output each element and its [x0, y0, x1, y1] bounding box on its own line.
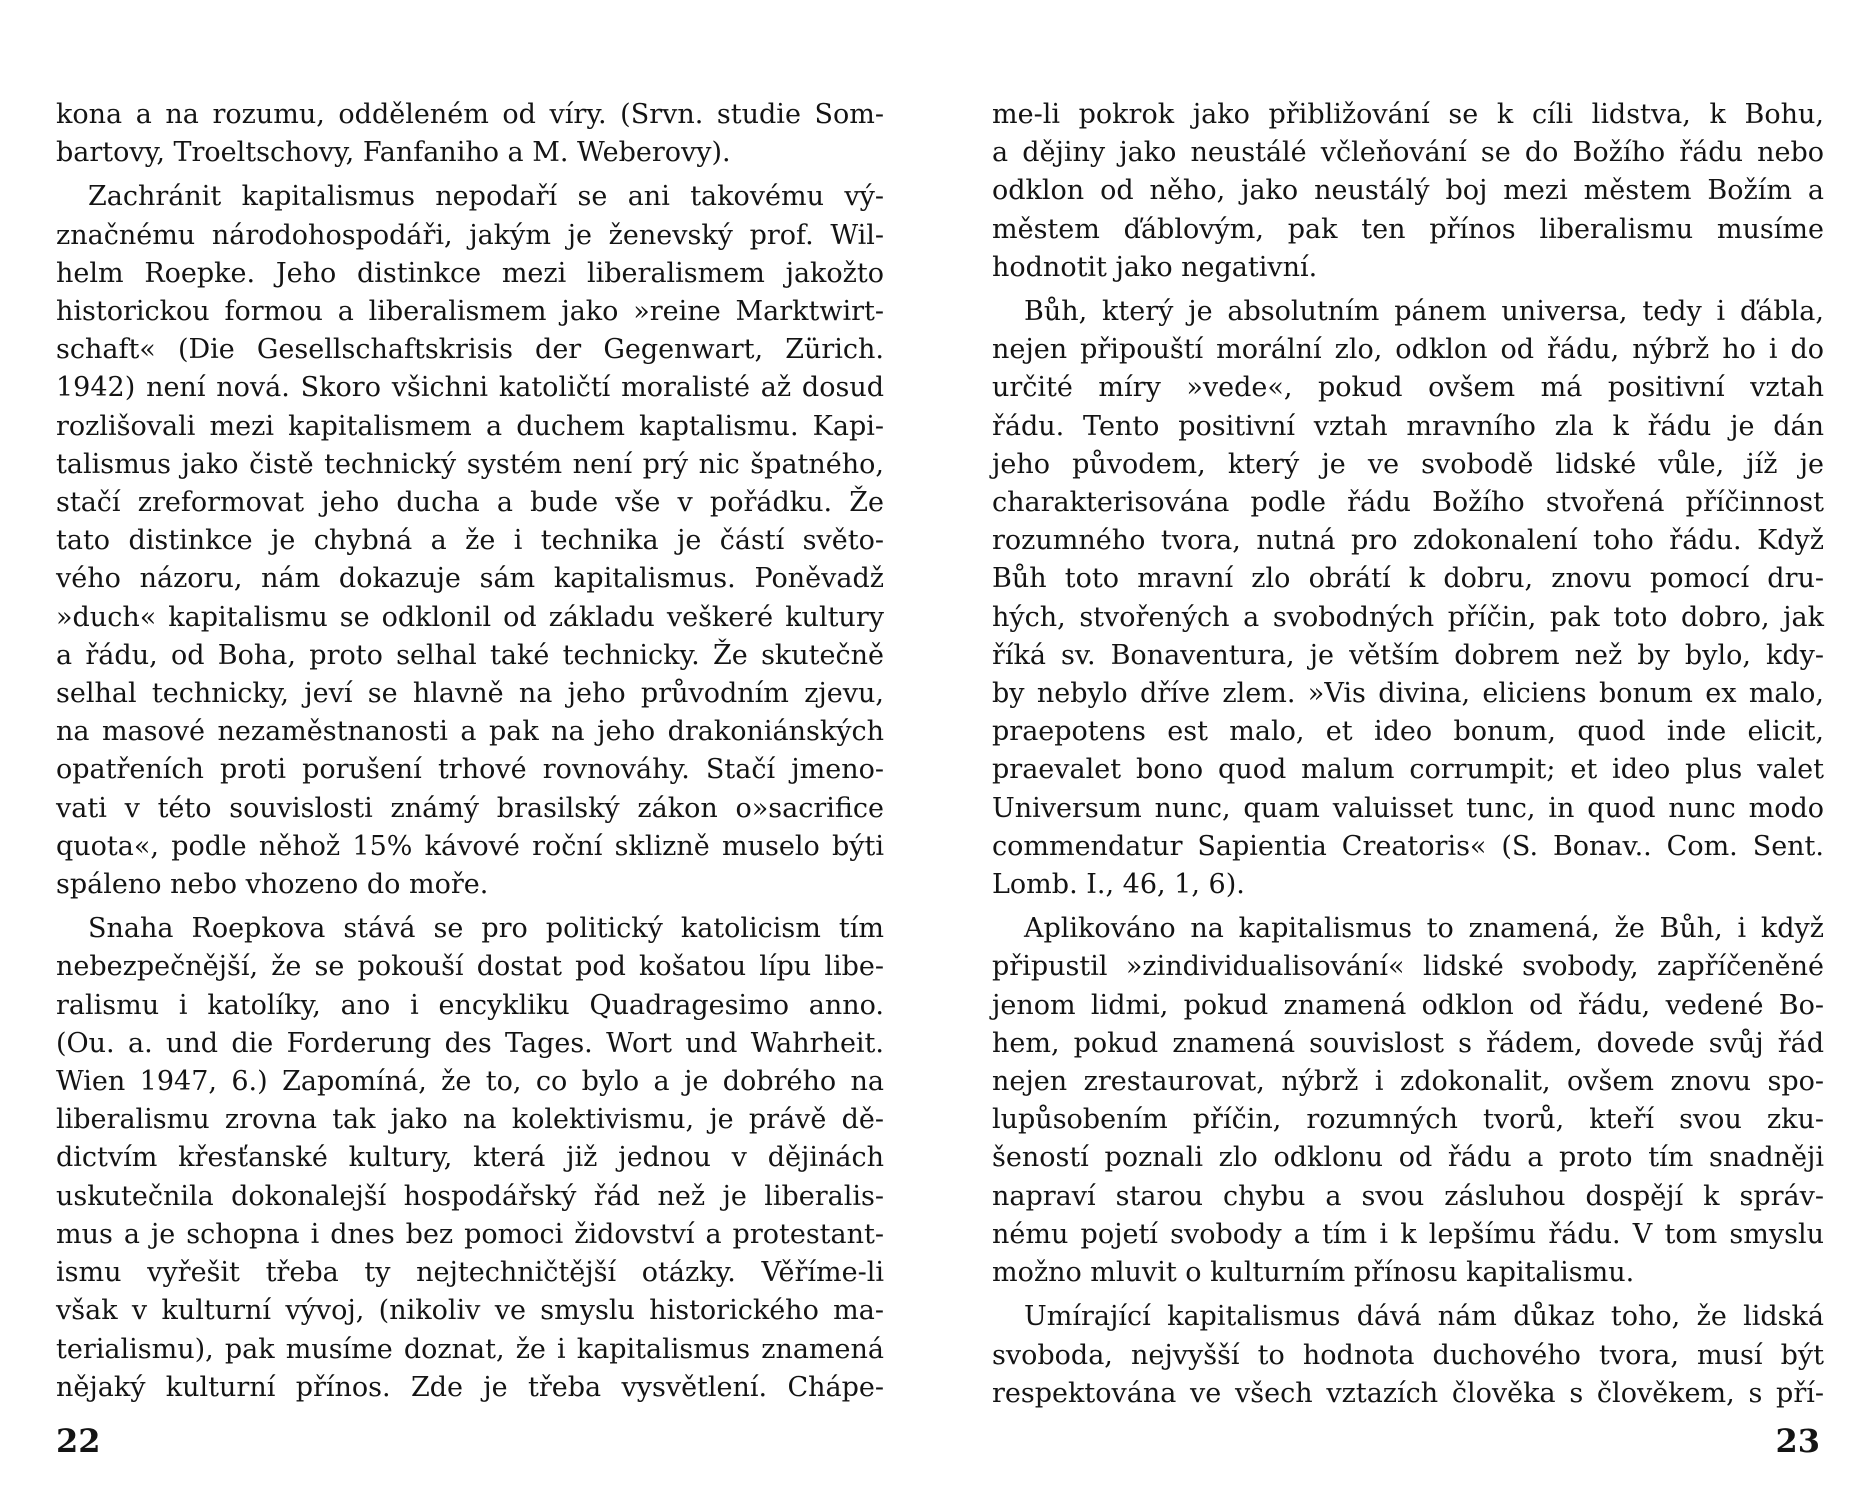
text-line: stačí zreformovat jeho ducha a bude vše v pořádku. Že [56, 487, 884, 519]
text-line: Zachránit kapitalismus nepodaří se ani takovému vý- [88, 181, 884, 213]
text-line: nému pojetí svobody a tím i k lepšímu řádu. V tom smyslu [992, 1218, 1824, 1250]
text-line: talismus jako čistě technický systém není prý nic špatného, [56, 448, 884, 480]
text-line: určité míry »vede«, pokud ovšem má positivní vztah [992, 372, 1824, 404]
text-line: rozlišovali mezi kapitalismem a duchem kaptalismu. Kapi- [56, 410, 884, 442]
text-line: ralismu i katolíky, ano i encykliku Quadragesimo anno. [56, 989, 884, 1021]
text-line: selhal technicky, jeví se hlavně na jeho průvodním zjevu, [56, 678, 884, 710]
text-line: městem ďáblovým, pak ten přínos liberalismu musíme [992, 213, 1824, 245]
text-line: Universum nunc, quam valuisset tunc, in quod nunc modo [992, 792, 1824, 824]
text-line: nebezpečnější, že se pokouší dostat pod košatou lípu libe- [56, 951, 884, 983]
text-line: me-li pokrok jako přibližování se k cíli lidstva, k Bohu, [992, 99, 1824, 130]
text-line: šeností poznali zlo odklonu od řádu a proto tím snadněji [992, 1142, 1824, 1174]
text-line: ismu vyřešit třeba ty nejtechničtější otázky. Věříme-li [56, 1257, 884, 1289]
text-line: spáleno nebo vhozeno do moře. [56, 869, 489, 901]
text-line: jeho původem, který je ve svobodě lidské vůle, jíž je [992, 448, 1824, 480]
text-line: terialismu), pak musíme doznat, že i kapitalismus znamená [56, 1333, 884, 1365]
text-line: praepotens est malo, et ideo bonum, quod inde elicit, [992, 716, 1824, 748]
text-line: řádu. Tento positivní vztah mravního zla k řádu je dán [992, 410, 1824, 442]
text-line: připustil »zindividualisování« lidské svobody, zapříčeněné [992, 951, 1824, 983]
text-line: 1942) není nová. Skoro všichni katoličtí moralisté až dosud [56, 372, 884, 404]
text-line: »duch« kapitalismu se odklonil od základu veškeré kultury [56, 601, 884, 633]
text-line: vého názoru, nám dokazuje sám kapitalismus. Poněvadž [56, 563, 884, 595]
text-line: mus a je schopna i dnes bez pomoci židovství a protestant- [56, 1218, 884, 1250]
text-line: rozumného tvora, nutná pro zdokonalení toho řádu. Když [992, 525, 1824, 557]
text-line: kona a na rozumu, odděleném od víry. (Srvn. studie Som- [56, 99, 884, 130]
text-line: dictvím křesťanské kultury, která již jednou v dějinách [56, 1142, 884, 1174]
text-line: vati v této souvislosti známý brasilský zákon o»sacrifice [56, 792, 884, 824]
text-line: historickou formou a liberalismem jako »reine Marktwirt- [56, 296, 884, 328]
text-line: a dějiny jako neustálé včleňování se do Božího řádu nebo [992, 137, 1824, 169]
text-line: nějaký kulturní přínos. Zde je třeba vysvětlení. Chápe- [56, 1371, 884, 1403]
text-line: Snaha Roepkova stává se pro politický katolicism tím [88, 913, 884, 945]
text-line: svoboda, nejvyšší to hodnota duchového tvora, musí být [992, 1339, 1824, 1371]
right-page-number: 23 [1775, 1422, 1820, 1460]
text-line: nejen připouští morální zlo, odklon od řádu, nýbrž ho i do [992, 334, 1824, 366]
text-line: by nebylo dříve zlem. »Vis divina, eliciens bonum ex malo, [992, 678, 1824, 710]
text-line: lupůsobením příčin, rozumných tvorů, kteří svou zku- [992, 1104, 1824, 1136]
left-page-text [56, 96, 884, 1407]
text-line: odklon od něho, jako neustálý boj mezi městem Božím a [992, 175, 1824, 207]
text-line: Bůh, který je absolutním pánem universa, tedy i ďábla, [1024, 296, 1824, 328]
left-page-number: 22 [56, 1422, 101, 1460]
text-line: schaft« (Die Gesellschaftskrisis der Gegenwart, Zürich. [56, 334, 884, 366]
text-line: a řádu, od Boha, proto selhal také technicky. Že skutečně [56, 639, 884, 671]
text-line: Bůh toto mravní zlo obrátí k dobru, znovu pomocí dru- [992, 563, 1824, 595]
text-line: charakterisována podle řádu Božího stvořená příčinnost [992, 487, 1824, 519]
text-line: (Ou. a. und die Forderung des Tages. Wort und Wahrheit. [56, 1027, 884, 1059]
text-line: Lomb. I., 46, 1, 6). [992, 869, 1245, 901]
right-page [930, 0, 1860, 1500]
text-line: značnému národohospodáři, jakým je ženevský prof. Wil- [56, 219, 884, 251]
text-line: hem, pokud znamená souvislost s řádem, dovede svůj řád [992, 1027, 1824, 1059]
text-line: praevalet bono quod malum corrumpit; et ideo plus valet [992, 754, 1824, 786]
text-line: commendatur Sapientia Creatoris« (S. Bonav.. Com. Sent. [992, 830, 1824, 862]
text-line: helm Roepke. Jeho distinkce mezi liberalismem jakožto [56, 257, 884, 289]
text-line: bartovy, Troeltschovy, Fanfaniho a M. Weberovy). [56, 137, 731, 169]
text-line: jenom lidmi, pokud znamená odklon od řádu, vedené Bo- [992, 989, 1824, 1021]
text-line: Wien 1947, 6.) Zapomíná, že to, co bylo a je dobrého na [56, 1066, 884, 1098]
right-page-text [992, 96, 1824, 1413]
text-line: nejen zrestaurovat, nýbrž i zdokonalit, ovšem znovu spo- [992, 1066, 1824, 1098]
text-line: Aplikováno na kapitalismus to znamená, že Bůh, i když [1024, 913, 1824, 945]
text-line: opatřeních proti porušení trhové rovnováhy. Stačí jmeno- [56, 754, 884, 786]
text-line: respektována ve všech vztazích člověka s člověkem, s pří- [992, 1377, 1824, 1409]
text-line: hodnotit jako negativní. [992, 251, 1318, 283]
text-line: liberalismu zrovna tak jako na kolektivismu, je právě dě- [56, 1104, 884, 1136]
text-line: hých, stvořených a svobodných příčin, pak toto dobro, jak [992, 601, 1824, 633]
text-line: říká sv. Bonaventura, je větším dobrem než by bylo, kdy- [992, 639, 1824, 671]
text-line: quota«, podle něhož 15% kávové roční sklizně muselo býti [56, 830, 884, 862]
text-line: napraví starou chybu a svou zásluhou dospějí k správ- [992, 1180, 1824, 1212]
text-line: tato distinkce je chybná a že i technika je částí světo- [56, 525, 884, 557]
text-line: však v kulturní vývoj, (nikoliv ve smyslu historického ma- [56, 1295, 884, 1327]
text-line: Umírající kapitalismus dává nám důkaz toho, že lidská [1024, 1301, 1824, 1333]
text-line: na masové nezaměstnanosti a pak na jeho drakoniánských [56, 716, 884, 748]
text-line: možno mluvit o kulturním přínosu kapitalismu. [992, 1257, 1635, 1289]
text-line: uskutečnila dokonalejší hospodářský řád než je liberalis- [56, 1180, 884, 1212]
